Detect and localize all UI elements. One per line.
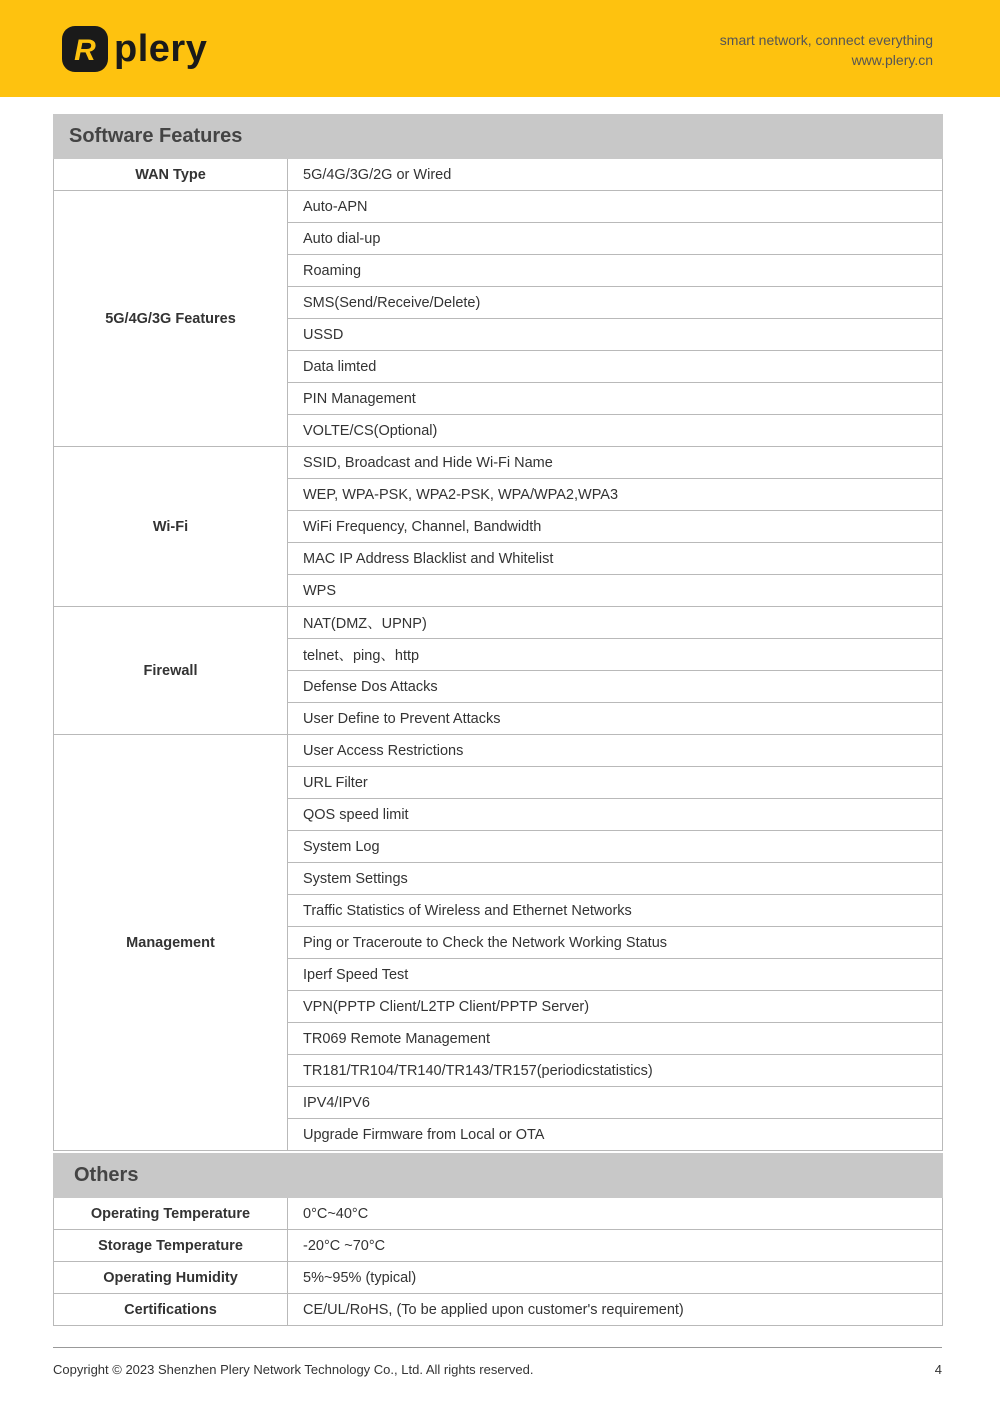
section-title-others: Others xyxy=(54,1154,943,1198)
feature-group-label: Wi-Fi xyxy=(54,447,288,607)
table-row xyxy=(54,159,943,191)
feature-group-label: Firewall xyxy=(54,607,288,735)
page-number: 4 xyxy=(934,1362,942,1377)
spec-label: Operating Humidity xyxy=(54,1262,288,1294)
feature-item: WEP, WPA-PSK, WPA2-PSK, WPA/WPA2,WPA3 xyxy=(288,479,943,511)
feature-item: Auto-APN xyxy=(288,191,943,223)
section-title-software-features: Software Features xyxy=(54,115,943,159)
feature-group-label: WAN Type xyxy=(54,159,288,191)
feature-item: VPN(PPTP Client/L2TP Client/PPTP Server) xyxy=(288,991,943,1023)
table-row xyxy=(54,1198,943,1230)
software-features-table xyxy=(53,114,943,1151)
table-row xyxy=(54,735,943,767)
feature-item: QOS speed limit xyxy=(288,799,943,831)
spec-value: 5%~95% (typical) xyxy=(288,1262,943,1294)
feature-group-label: Management xyxy=(54,735,288,1151)
table-row xyxy=(54,447,943,479)
table-row xyxy=(54,607,943,639)
table-row xyxy=(54,1294,943,1326)
feature-item: 5G/4G/3G/2G or Wired xyxy=(288,159,943,191)
feature-item: TR181/TR104/TR140/TR143/TR157(periodicstatistics) xyxy=(288,1055,943,1087)
tagline: smart network, connect everything xyxy=(719,32,933,48)
feature-item: WPS xyxy=(288,575,943,607)
spec-label: Operating Temperature xyxy=(54,1198,288,1230)
feature-item: User Access Restrictions xyxy=(288,735,943,767)
feature-item: SSID, Broadcast and Hide Wi-Fi Name xyxy=(288,447,943,479)
feature-item: VOLTE/CS(Optional) xyxy=(288,415,943,447)
feature-item: TR069 Remote Management xyxy=(288,1023,943,1055)
others-table xyxy=(53,1153,943,1326)
feature-item: SMS(Send/Receive/Delete) xyxy=(288,287,943,319)
feature-item: Traffic Statistics of Wireless and Ethernet Networks xyxy=(288,895,943,927)
feature-item: System Settings xyxy=(288,863,943,895)
spec-value: CE/UL/RoHS, (To be applied upon customer's requirement) xyxy=(288,1294,943,1326)
brand-logo xyxy=(62,26,207,72)
header-tagline-block xyxy=(720,30,933,70)
feature-item: User Define to Prevent Attacks xyxy=(288,703,943,735)
plery-logo-icon xyxy=(62,26,108,72)
feature-item: Upgrade Firmware from Local or OTA xyxy=(288,1119,943,1151)
feature-group-label: 5G/4G/3G Features xyxy=(54,191,288,447)
table-row xyxy=(54,191,943,223)
feature-item: URL Filter xyxy=(288,767,943,799)
section-header-row xyxy=(54,1154,943,1198)
spec-value: 0°C~40°C xyxy=(288,1198,943,1230)
spec-label: Certifications xyxy=(54,1294,288,1326)
feature-item: WiFi Frequency, Channel, Bandwidth xyxy=(288,511,943,543)
page-header xyxy=(0,0,1000,97)
feature-item: System Log xyxy=(288,831,943,863)
spec-label: Storage Temperature xyxy=(54,1230,288,1262)
copyright-text: Copyright © 2023 Shenzhen Plery Network Technology Co., Ltd. All rights reserved. xyxy=(53,1362,534,1377)
footer-divider xyxy=(53,1347,942,1348)
feature-item: Roaming xyxy=(288,255,943,287)
website-link[interactable]: www.plery.cn xyxy=(851,52,933,68)
feature-item: Auto dial-up xyxy=(288,223,943,255)
feature-item: Ping or Traceroute to Check the Network Working Status xyxy=(288,927,943,959)
feature-item: USSD xyxy=(288,319,943,351)
feature-item: Defense Dos Attacks xyxy=(288,671,943,703)
feature-item: Data limted xyxy=(288,351,943,383)
section-header-row xyxy=(54,115,943,159)
feature-item: IPV4/IPV6 xyxy=(288,1087,943,1119)
spec-value: -20°C ~70°C xyxy=(288,1230,943,1262)
feature-item: MAC IP Address Blacklist and Whitelist xyxy=(288,543,943,575)
feature-item: telnet、ping、http xyxy=(288,639,943,671)
table-row xyxy=(54,1262,943,1294)
feature-item: Iperf Speed Test xyxy=(288,959,943,991)
logo-text: plery xyxy=(114,28,208,70)
svg-text:R: R xyxy=(74,34,96,67)
feature-item: PIN Management xyxy=(288,383,943,415)
table-row xyxy=(54,1230,943,1262)
feature-item: NAT(DMZ、UPNP) xyxy=(288,607,943,639)
